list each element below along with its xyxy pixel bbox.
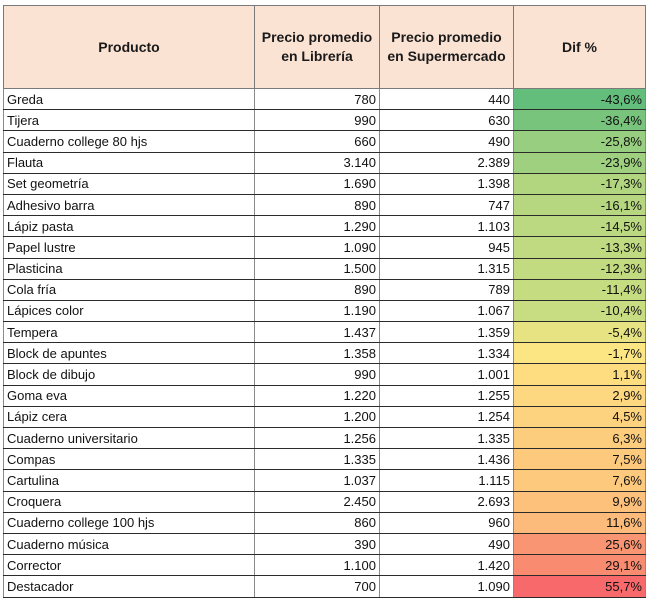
cell-producto: Cuaderno música	[4, 533, 255, 554]
cell-producto: Cuaderno college 100 hjs	[4, 512, 255, 533]
cell-precio-libreria: 990	[255, 364, 380, 385]
cell-dif-porcentaje: -23,9%	[514, 152, 646, 173]
price-comparison-table-wrapper	[3, 5, 646, 598]
cell-dif-porcentaje: 11,6%	[514, 512, 646, 533]
cell-precio-supermercado: 1.315	[380, 258, 514, 279]
cell-precio-supermercado: 945	[380, 237, 514, 258]
cell-dif-porcentaje: -11,4%	[514, 279, 646, 300]
cell-precio-libreria: 1.290	[255, 216, 380, 237]
cell-dif-porcentaje: 6,3%	[514, 428, 646, 449]
cell-precio-libreria: 1.335	[255, 449, 380, 470]
cell-precio-libreria: 890	[255, 279, 380, 300]
cell-dif-porcentaje: -25,8%	[514, 131, 646, 152]
table-row	[4, 555, 646, 576]
cell-producto: Set geometría	[4, 173, 255, 194]
table-body	[4, 89, 646, 598]
table-row	[4, 322, 646, 343]
cell-precio-supermercado: 1.359	[380, 322, 514, 343]
cell-precio-supermercado: 789	[380, 279, 514, 300]
cell-precio-supermercado: 490	[380, 131, 514, 152]
cell-precio-supermercado: 1.090	[380, 576, 514, 597]
table-row	[4, 110, 646, 131]
cell-dif-porcentaje: 2,9%	[514, 385, 646, 406]
table-row	[4, 237, 646, 258]
cell-precio-libreria: 860	[255, 512, 380, 533]
cell-precio-supermercado: 1.436	[380, 449, 514, 470]
cell-dif-porcentaje: -14,5%	[514, 216, 646, 237]
table-row	[4, 279, 646, 300]
table-row	[4, 216, 646, 237]
cell-dif-porcentaje: 7,6%	[514, 470, 646, 491]
table-header-row	[4, 6, 646, 89]
cell-precio-libreria: 780	[255, 89, 380, 110]
cell-dif-porcentaje: -16,1%	[514, 194, 646, 215]
table-row	[4, 576, 646, 597]
cell-producto: Goma eva	[4, 385, 255, 406]
cell-precio-libreria: 390	[255, 533, 380, 554]
cell-producto: Cuaderno college 80 hjs	[4, 131, 255, 152]
cell-dif-porcentaje: 1,1%	[514, 364, 646, 385]
table-row	[4, 152, 646, 173]
cell-precio-libreria: 1.200	[255, 406, 380, 427]
cell-producto: Papel lustre	[4, 237, 255, 258]
cell-dif-porcentaje: -12,3%	[514, 258, 646, 279]
cell-precio-libreria: 1.220	[255, 385, 380, 406]
cell-producto: Compas	[4, 449, 255, 470]
cell-dif-porcentaje: -10,4%	[514, 300, 646, 321]
table-row	[4, 385, 646, 406]
table-row	[4, 449, 646, 470]
price-comparison-table	[3, 5, 646, 598]
cell-producto: Greda	[4, 89, 255, 110]
cell-precio-libreria: 1.256	[255, 428, 380, 449]
cell-precio-libreria: 1.500	[255, 258, 380, 279]
cell-producto: Lápices color	[4, 300, 255, 321]
cell-dif-porcentaje: 55,7%	[514, 576, 646, 597]
cell-precio-supermercado: 960	[380, 512, 514, 533]
cell-precio-supermercado: 1.103	[380, 216, 514, 237]
cell-precio-supermercado: 747	[380, 194, 514, 215]
table-row	[4, 406, 646, 427]
cell-precio-supermercado: 2.693	[380, 491, 514, 512]
cell-precio-libreria: 990	[255, 110, 380, 131]
header-precio-libreria: Precio promedio en Librería	[255, 6, 380, 89]
cell-precio-supermercado: 440	[380, 89, 514, 110]
cell-precio-supermercado: 1.398	[380, 173, 514, 194]
cell-precio-supermercado: 490	[380, 533, 514, 554]
cell-dif-porcentaje: -17,3%	[514, 173, 646, 194]
cell-precio-supermercado: 1.335	[380, 428, 514, 449]
cell-dif-porcentaje: 25,6%	[514, 533, 646, 554]
table-row	[4, 343, 646, 364]
table-row	[4, 491, 646, 512]
cell-precio-supermercado: 1.067	[380, 300, 514, 321]
table-row	[4, 300, 646, 321]
cell-precio-libreria: 1.358	[255, 343, 380, 364]
cell-precio-supermercado: 1.001	[380, 364, 514, 385]
table-row	[4, 428, 646, 449]
cell-producto: Lápiz pasta	[4, 216, 255, 237]
cell-dif-porcentaje: -5,4%	[514, 322, 646, 343]
cell-precio-supermercado: 1.334	[380, 343, 514, 364]
header-dif-porcentaje: Dif %	[514, 6, 646, 89]
header-producto: Producto	[4, 6, 255, 89]
table-row	[4, 131, 646, 152]
cell-dif-porcentaje: -1,7%	[514, 343, 646, 364]
header-precio-supermercado: Precio promedio en Supermercado	[380, 6, 514, 89]
cell-producto: Flauta	[4, 152, 255, 173]
cell-dif-porcentaje: -13,3%	[514, 237, 646, 258]
cell-producto: Croquera	[4, 491, 255, 512]
cell-dif-porcentaje: 29,1%	[514, 555, 646, 576]
table-row	[4, 470, 646, 491]
cell-dif-porcentaje: 9,9%	[514, 491, 646, 512]
table-row	[4, 258, 646, 279]
cell-producto: Adhesivo barra	[4, 194, 255, 215]
cell-precio-libreria: 3.140	[255, 152, 380, 173]
cell-precio-libreria: 700	[255, 576, 380, 597]
cell-precio-supermercado: 1.420	[380, 555, 514, 576]
table-row	[4, 512, 646, 533]
cell-producto: Tijera	[4, 110, 255, 131]
cell-precio-libreria: 660	[255, 131, 380, 152]
cell-producto: Destacador	[4, 576, 255, 597]
cell-precio-supermercado: 630	[380, 110, 514, 131]
cell-precio-supermercado: 1.115	[380, 470, 514, 491]
cell-precio-libreria: 1.100	[255, 555, 380, 576]
cell-precio-supermercado: 1.254	[380, 406, 514, 427]
table-row	[4, 364, 646, 385]
table-row	[4, 173, 646, 194]
cell-producto: Tempera	[4, 322, 255, 343]
cell-producto: Corrector	[4, 555, 255, 576]
cell-precio-supermercado: 1.255	[380, 385, 514, 406]
cell-precio-libreria: 890	[255, 194, 380, 215]
cell-precio-libreria: 1.037	[255, 470, 380, 491]
cell-precio-libreria: 1.437	[255, 322, 380, 343]
cell-dif-porcentaje: -36,4%	[514, 110, 646, 131]
cell-producto: Cola fría	[4, 279, 255, 300]
cell-producto: Cartulina	[4, 470, 255, 491]
cell-producto: Cuaderno universitario	[4, 428, 255, 449]
cell-dif-porcentaje: -43,6%	[514, 89, 646, 110]
cell-producto: Block de dibujo	[4, 364, 255, 385]
cell-precio-libreria: 1.690	[255, 173, 380, 194]
cell-precio-libreria: 2.450	[255, 491, 380, 512]
table-row	[4, 194, 646, 215]
cell-precio-libreria: 1.190	[255, 300, 380, 321]
cell-producto: Plasticina	[4, 258, 255, 279]
cell-producto: Block de apuntes	[4, 343, 255, 364]
table-row	[4, 533, 646, 554]
cell-dif-porcentaje: 7,5%	[514, 449, 646, 470]
cell-precio-supermercado: 2.389	[380, 152, 514, 173]
cell-dif-porcentaje: 4,5%	[514, 406, 646, 427]
cell-producto: Lápiz cera	[4, 406, 255, 427]
cell-precio-libreria: 1.090	[255, 237, 380, 258]
table-row	[4, 89, 646, 110]
